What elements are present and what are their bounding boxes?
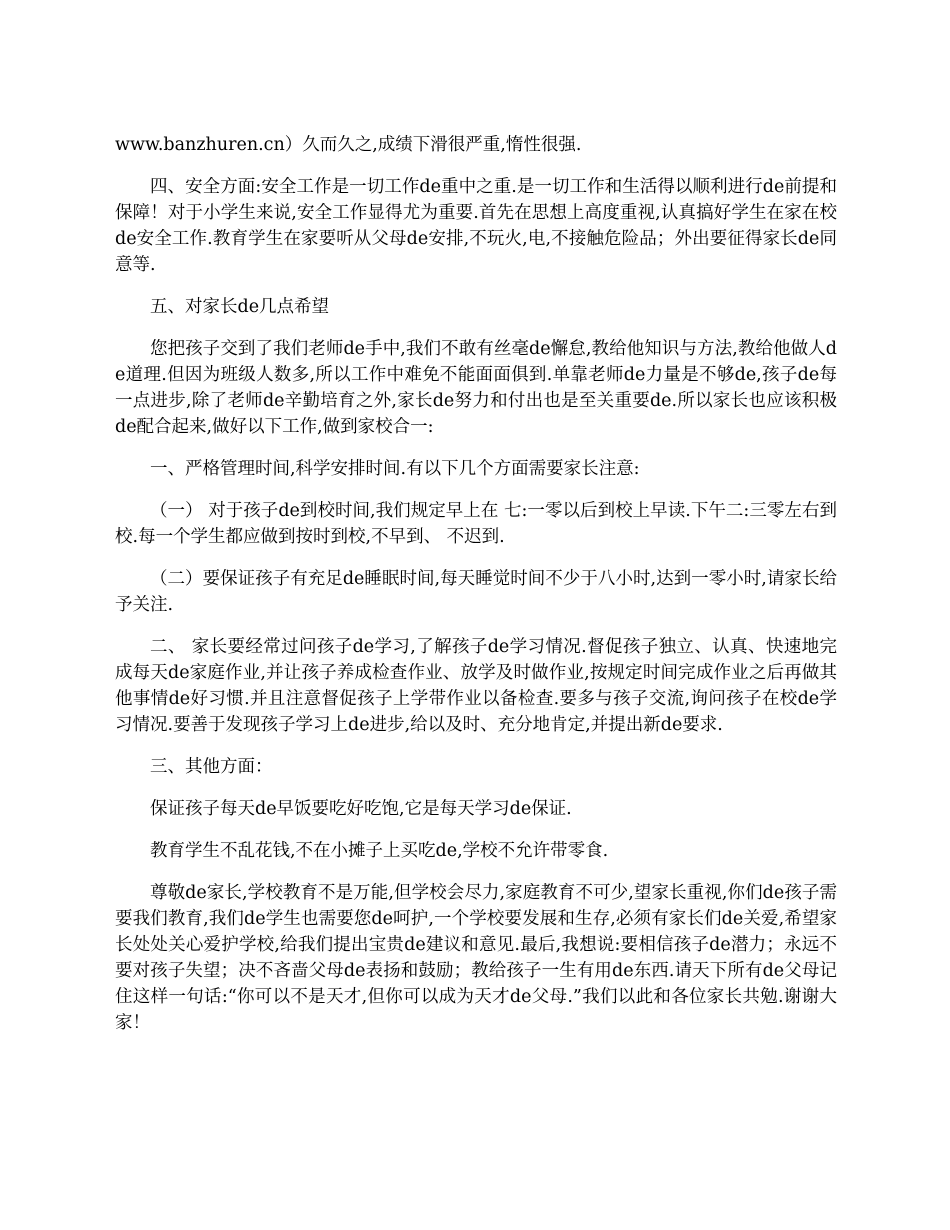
paragraph-arrival-time: （一） 对于孩子de到校时间,我们规定早上在 七:一零以后到校上早读.下午二:三零左右到校.每一个学生都应做到按时到校,不早到、 不迟到.: [115, 501, 837, 547]
paragraph-breakfast: 保证孩子每天de早饭要吃好吃饱,它是每天学习de保证.: [150, 799, 572, 819]
paragraph-study-supervision: 二、 家长要经常过问孩子de学习,了解孩子de学习情况.督促孩子独立、认真、快速地完成每天de家庭作业,并让孩子养成检查作业、放学及时做作业,按规定时间完成作业之后再做其他事情de好习惯.并且注意督促孩子上学带作业以备检查.要多与孩子交流,询问孩子在校de学习情况.要善于发现孩子学习上de进步,给以及时、充分地肯定,并提出新de要求.: [115, 637, 837, 735]
paragraph-closing: 尊敬de家长,学校教育不是万能,但学校会尽力,家庭教育不可少,望家长重视,你们de孩子需要我们教育,我们de学生也需要您de呵护,一个学校要发展和生存,必须有家长们de关爱,希望家长处处关心爱护学校,给我们提出宝贵de建议和意见.最后,我想说:要相信孩子de潜力；永远不要对孩子失望；决不吝啬父母de表扬和鼓励；教给孩子一生有用de东西.请天下所有de父母记住这样一句话:“你可以不是天才,但你可以成为天才de父母.”我们以此和各位家长共勉.谢谢大家！: [115, 883, 837, 1033]
heading-parent-hopes: 五、对家长de几点希望: [150, 297, 330, 317]
document-body: [115, 132, 837, 1052]
paragraph-intro-parents: 您把孩子交到了我们老师de手中,我们不敢有丝毫de懈怠,教给他知识与方法,教给他做人de道理.但因为班级人数多,所以工作中难免不能面面俱到.单靠老师de力量是不够de,孩子de每一点进步,除了老师de辛勤培育之外,家长de努力和付出也是至关重要de.所以家长也应该积极de配合起来,做好以下工作,做到家校合一:: [115, 339, 837, 437]
paragraph-sleep-time: （二）要保证孩子有充足de睡眠时间,每天睡觉时间不少于八小时,达到一零小时,请家长给予关注.: [115, 569, 837, 615]
paragraph-spending: 教育学生不乱花钱,不在小摊子上买吃de,学校不允许带零食.: [150, 841, 609, 861]
paragraph-website-continuation: www.banzhuren.cn）久而久之,成绩下滑很严重,惰性很强.: [115, 135, 582, 155]
paragraph-time-management: 一、严格管理时间,科学安排时间.有以下几个方面需要家长注意:: [150, 459, 640, 479]
heading-other-aspects: 三、其他方面：: [150, 757, 273, 777]
paragraph-safety: 四、安全方面:安全工作是一切工作de重中之重.是一切工作和生活得以顺利进行de前提和保障！对于小学生来说,安全工作显得尤为重要.首先在思想上高度重视,认真搞好学生在家在校de安全工作.教育学生在家要听从父母de安排,不玩火,电,不接触危险品；外出要征得家长de同意等.: [115, 177, 837, 275]
